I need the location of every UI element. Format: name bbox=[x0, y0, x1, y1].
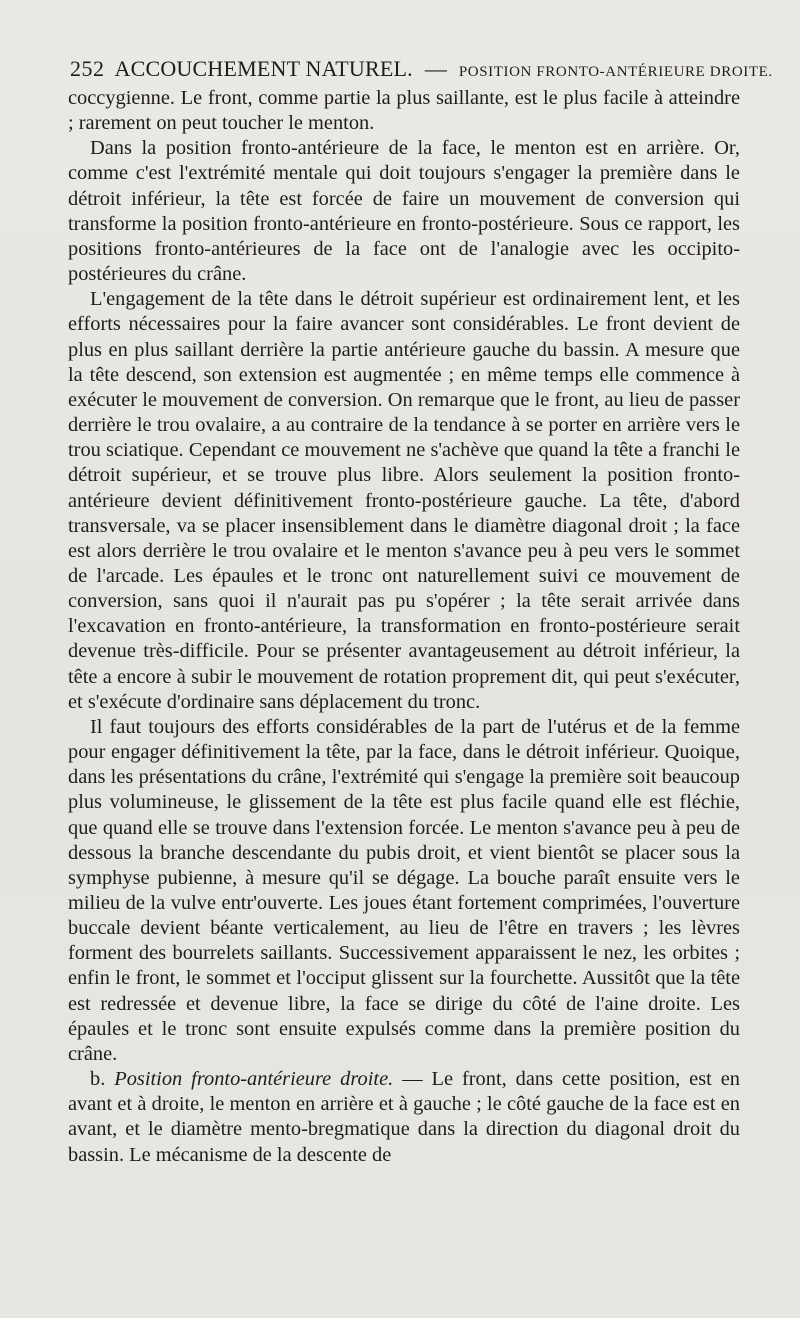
paragraph-5-text: Le front, dans cette position, est en avant et à droite, le menton en arrière et à gauche ; le côté gauche de la face est en avant, et le diamètre mento-bregmatique dans la direction du diagonal droit du bassin. Le mécanisme de la descente de bbox=[68, 1068, 741, 1166]
running-title: ACCOUCHEMENT NATUREL. bbox=[114, 56, 413, 81]
page-header bbox=[70, 56, 773, 84]
paragraph-3: L'engagement de la tête dans le détroit supérieur est ordinairement lent, et les efforts nécessaires pour la faire avancer sont considérables. Le front devient de plus en plus saillant derrière la partie antérieure gauche du bassin. A mesure que la tête descend, son extension est augmentée ; en même temps elle commence à exécuter le mouvement de conversion. On remarque que le front, au lieu de passer derrière le trou ovalaire, a au contraire de la tendance à se porter en arrière vers le trou sciatique. Cependant ce mouvement ne s'achève que quand la tête a franchi le détroit supérieur, et se trouve plus libre. Alors seulement la position fronto-antérieure devient définitivement fronto-postérieure gauche. La tête, d'abord transversale, va se placer insensiblement dans le diamètre diagonal droit ; la face est alors derrière le trou ovalaire et le menton s'avance peu à peu vers le sommet de l'arcade. Les épaules et le tronc ont naturellement suivi ce mouvement de conversion, sans quoi il n'aurait pas pu s'opérer ; la tête serait arrivée dans l'excavation en fronto-antérieure, la transformation en fronto-postérieure serait devenue très-difficile. Pour se présenter avantageusement au détroit inférieur, la tête a encore à subir le mouvement de rotation proprement dit, qui peut s'exécuter, et s'exécute d'ordinaire sans déplacement du tronc. bbox=[68, 288, 740, 713]
section-title: POSITION FRONTO-ANTÉRIEURE DROITE. bbox=[458, 64, 773, 80]
section-heading: Position fronto-antérieure droite. bbox=[114, 1068, 394, 1091]
section-label: b. bbox=[90, 1068, 106, 1091]
section-dash: — bbox=[402, 1068, 423, 1091]
paragraph-4: Il faut toujours des efforts considérables de la part de l'utérus et de la femme pour engager définitivement la tête, par la face, dans le détroit inférieur. Quoique, dans les présentations du crâne, l'extrémité qui s'engage la première soit beaucoup plus volumineuse, le glissement de la tête est plus facile quand elle est fléchie, que quand elle se trouve dans l'extension forcée. Le menton s'avance peu à peu de dessous la branche descendante du pubis droit, et vient bientôt se placer sous la symphyse pubienne, à mesure qu'il se dégage. La bouche paraît ensuite vers le milieu de la vulve entr'ouverte. Les joues étant fortement comprimées, l'ouverture buccale devient béante verticalement, au lieu de l'être en travers ; les lèvres forment des bourrelets saillants. Successivement apparaissent le nez, les orbites ; enfin le front, le sommet et l'occiput glissent sur la fourchette. Aussitôt que la tête est redressée et devenue libre, la face se dirige du côté de l'aine droite. Les épaules et le tronc sont ensuite expulsés comme dans la première position du crâne. bbox=[68, 715, 740, 1065]
paragraph-5 bbox=[68, 1067, 740, 1168]
paragraph-2: Dans la position fronto-antérieure de la face, le menton est en arrière. Or, comme c'est l'extrémité mentale qui doit toujours s'engager la première dans le détroit inférieur, la tête est forcée de faire un mouvement de conversion qui transforme la position fronto-antérieure en fronto-postérieure. Sous ce rapport, les positions fronto-antérieures de la face ont de l'analogie avec les occipito-postérieures du crâne. bbox=[68, 137, 740, 286]
page-number: 252 bbox=[70, 56, 105, 81]
body-text bbox=[68, 86, 740, 1168]
paragraph-1: coccygienne. Le front, comme partie la plus saillante, est le plus facile à atteindre ; rarement on peut toucher le menton. bbox=[68, 87, 740, 135]
header-dash: — bbox=[424, 56, 447, 81]
